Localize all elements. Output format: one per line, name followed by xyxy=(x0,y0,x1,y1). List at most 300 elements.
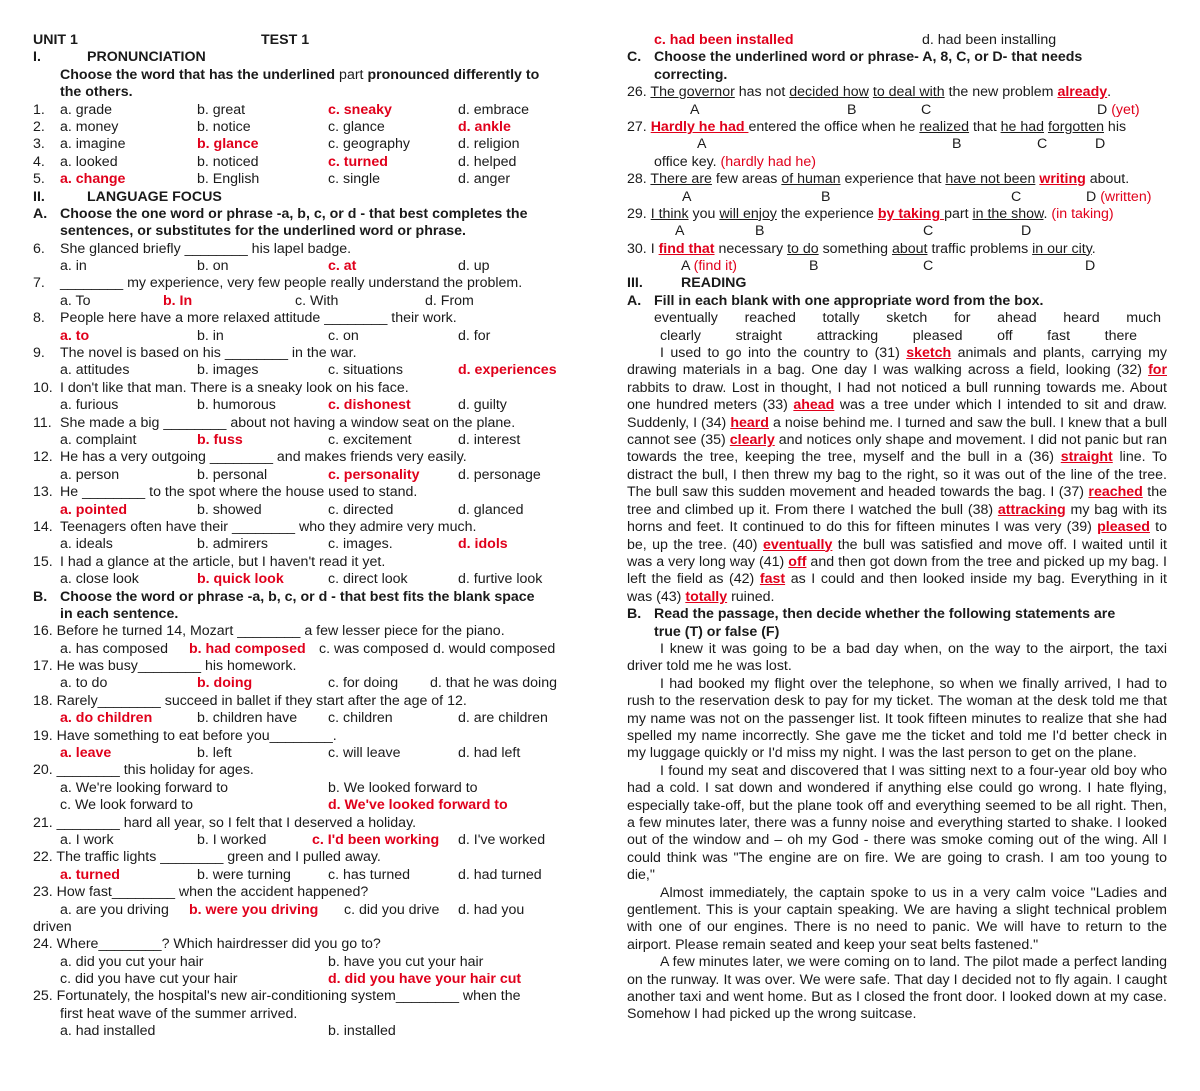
option-c: c. direct look xyxy=(328,571,408,588)
underlined-d: in the show xyxy=(972,205,1044,222)
passage-paragraph: I found my seat and discovered that I was sitting next to a four-year old boy who had a cold. I sat down and wondered if anything else could go wrong. I hate flying, especially take-off, but the plane took off and everything seemed to be all right. Then, a few minutes later, there was a funny noise and everything started to shake. I looked out of the window and – oh my God - there was smoke coming out of the wing. All I could think was "The engine are on fire. We are going to crash. I am too young to die," xyxy=(627,762,1167,884)
passage-text: the bull was satisfied and move off. I waited until it was a very long way (41) xyxy=(627,536,1167,570)
option-d: d. glanced xyxy=(458,501,524,518)
option-c-answer: c. I'd been working xyxy=(312,831,440,848)
letters-27 xyxy=(627,136,1167,153)
option-b-answer: b. were you driving xyxy=(189,901,319,918)
options-row xyxy=(33,571,573,588)
underlined-b: to do xyxy=(787,240,819,257)
underlined-a-error: Hardly he had xyxy=(650,118,749,135)
question-row xyxy=(33,380,573,397)
letter-b: B xyxy=(821,188,831,205)
question-25: 25. Fortunately, the hospital's new air-conditioning system________ when the xyxy=(33,988,521,1005)
question-22: 22. The traffic lights ________ green and I pulled away. xyxy=(33,849,381,866)
filled-answer: totally xyxy=(685,588,728,605)
underlined-a: I think xyxy=(650,205,689,222)
question-row xyxy=(33,519,573,536)
option-a: a. has composed xyxy=(60,640,169,657)
filled-answer: attracking xyxy=(997,501,1066,518)
option-c: c. will leave xyxy=(328,745,401,762)
correction: (in taking) xyxy=(1051,205,1114,222)
question-21: 21. ________ hard all year, so I felt that I deserved a holiday. xyxy=(33,814,417,831)
option-b: b. notice xyxy=(197,118,251,135)
correction: (written) xyxy=(1100,188,1152,205)
option-d: d. helped xyxy=(458,153,517,170)
question-row xyxy=(33,310,573,327)
filled-answer: eventually xyxy=(762,536,833,553)
letter-a: A xyxy=(690,101,700,118)
text: necessary xyxy=(714,240,788,257)
text: the experience xyxy=(776,205,878,222)
passage-text: as I could and then looked inside my bag. Everything in it was (43) xyxy=(627,571,1167,605)
options-row xyxy=(33,328,573,345)
instruction-a-2: sentences, or substitutes for the underlined word or phrase. xyxy=(60,223,466,240)
option-a: a. to do xyxy=(60,675,108,692)
passage-text: the tree and climbed up it. From there I watched the bull (38) xyxy=(627,484,1167,518)
question-20: 20. ________ this holiday for ages. xyxy=(33,762,254,779)
error-question-29 xyxy=(627,206,1167,223)
underlined-c: about xyxy=(891,240,928,257)
instruction-b xyxy=(33,589,573,606)
option-a: a. furious xyxy=(60,397,119,414)
option-c-answer: c. turned xyxy=(328,153,388,170)
reading-passage-a xyxy=(627,345,1167,606)
option-a: a. money xyxy=(60,118,119,135)
option-a: a. ideals xyxy=(60,536,113,553)
option-c: c. was composed xyxy=(319,640,429,657)
instruction-reading-b xyxy=(627,606,1167,623)
question-16: 16. Before he turned 14, Mozart ________ a few lesser piece for the piano. xyxy=(33,623,505,640)
question-text: ________ my experience, very few people really understand the problem. xyxy=(60,275,523,292)
option-d: d. had turned xyxy=(458,866,542,883)
option-d: d. personage xyxy=(458,466,541,483)
option-b: b. installed xyxy=(328,1023,396,1040)
option-a-answer: a. to xyxy=(60,327,90,344)
options-21 xyxy=(33,832,573,849)
instruction-text: part xyxy=(335,66,368,83)
question-number: 28. xyxy=(627,171,647,188)
option-b: b. children have xyxy=(197,710,298,727)
option-b: b. noticed xyxy=(197,153,259,170)
correction: (find it) xyxy=(693,258,737,275)
filled-answer: reached xyxy=(1088,484,1143,501)
question-number: 30. xyxy=(627,240,647,257)
word-box-item: off xyxy=(997,327,1013,344)
option-b-answer: b. fuss xyxy=(197,431,243,448)
question-row xyxy=(33,154,573,171)
instruction-pronunciation-2: the others. xyxy=(60,84,133,101)
text: . xyxy=(1107,84,1112,101)
option-c-answer: c. at xyxy=(328,258,357,275)
option-d: d. that he was doing xyxy=(430,675,557,692)
filled-answer: off xyxy=(788,553,807,570)
option-c: c. We look forward to xyxy=(60,797,193,814)
passage-text: and then got down from the tree and picked up my bag. I left the field as (42) xyxy=(627,553,1167,588)
text: his xyxy=(1103,118,1127,135)
word-box-item: there xyxy=(1104,327,1137,344)
letter: A xyxy=(681,258,690,275)
text: office key. xyxy=(654,153,717,170)
option-c: c. has turned xyxy=(328,866,411,883)
section-number: II. xyxy=(33,188,45,205)
options-16 xyxy=(33,641,573,658)
error-27-cont xyxy=(627,154,1167,171)
option-a: a. did you cut your hair xyxy=(60,953,204,970)
option-b: b. on xyxy=(197,258,229,275)
option-d: d. religion xyxy=(458,136,520,153)
option-c: c. images. xyxy=(328,536,393,553)
options-row xyxy=(33,258,573,275)
option-a: a. close look xyxy=(60,571,139,588)
question-text: People here have a more relaxed attitude ________ their work. xyxy=(60,310,457,327)
option-b: b. left xyxy=(197,745,232,762)
option-d: d. guilty xyxy=(458,397,507,414)
option-d-answer: d. did you have your hair cut xyxy=(328,971,522,988)
question-row xyxy=(33,136,573,153)
letter-a: A xyxy=(682,188,692,205)
instruction-reading-b-2: true (T) or false (F) xyxy=(654,623,780,640)
filled-answer: straight xyxy=(1060,449,1113,466)
letters-26 xyxy=(627,102,1167,119)
options-23 xyxy=(33,902,573,919)
letter-c: C xyxy=(1037,136,1048,153)
section-number: III. xyxy=(627,275,643,292)
passage-text: my bag with its horns and feet. It continued to do this for fifteen minutes I was very (39) xyxy=(627,501,1167,536)
options-row xyxy=(33,432,573,449)
language-focus-b-questions xyxy=(33,623,573,1040)
option-c: c. single xyxy=(328,171,381,188)
options-row xyxy=(33,362,573,379)
option-d: d. anger xyxy=(458,171,511,188)
option-b: b. humorous xyxy=(197,397,276,414)
error-question-26 xyxy=(627,84,1167,101)
letter-a: A xyxy=(697,136,707,153)
options-24a xyxy=(33,954,573,971)
text: entered the office when he xyxy=(748,118,920,135)
passage-paragraph: A few minutes later, we were coming on to land. The pilot made a perfect landing on the runway. It was over. We were safe. That day I decided not to fly again. I caught another taxi and went home. But as I closed the front door. I looked down at my case. Somehow I had picked up the wrong suitcase. xyxy=(627,954,1167,1023)
question-number: 10. xyxy=(33,379,53,396)
letter-c: C xyxy=(921,101,932,118)
question-text: The novel is based on his ________ in the war. xyxy=(60,345,357,362)
question-text: I had a glance at the article, but I haven't read it yet. xyxy=(60,553,386,570)
question-row xyxy=(33,415,573,432)
option-c-answer: c. sneaky xyxy=(328,101,392,118)
underlined-c-error: by taking xyxy=(877,205,945,222)
error-question-30 xyxy=(627,241,1167,258)
underlined-b: decided how xyxy=(789,84,869,101)
letter: D xyxy=(1097,101,1108,118)
options-row xyxy=(33,467,573,484)
option-a: a. complaint xyxy=(60,431,137,448)
option-a-answer: a. turned xyxy=(60,866,120,883)
passage-text: was a tree under which I intended to sit and draw. Suddenly, I (34) xyxy=(627,397,1167,431)
option-d: d. had you xyxy=(458,901,525,918)
passage-text: to be, up the tree. (40) xyxy=(627,519,1167,553)
instruction-a xyxy=(33,206,573,223)
letter-b: B xyxy=(755,223,765,240)
question-24: 24. Where________? Which hairdresser did you go to? xyxy=(33,936,381,953)
underlined-c: to deal with xyxy=(872,84,945,101)
word-box-row-1 xyxy=(627,310,1167,327)
letters-30 xyxy=(627,258,1167,275)
option-a: a. attitudes xyxy=(60,362,130,379)
question-23: 23. How fast________ when the accident happened? xyxy=(33,884,369,901)
option-d-answer: d. We've looked forward to xyxy=(328,797,508,814)
option-d: d. interest xyxy=(458,431,521,448)
option-c: c. did you have cut your hair xyxy=(60,971,238,988)
letters-29 xyxy=(627,223,1167,240)
question-row xyxy=(33,449,573,466)
word-box-item: for xyxy=(953,310,971,327)
option-d: d. had left xyxy=(458,745,521,762)
question-25-cont: first heat wave of the summer arrived. xyxy=(60,1005,298,1022)
question-number: 7. xyxy=(33,275,45,292)
option-c: c. excitement xyxy=(328,431,412,448)
left-column xyxy=(33,32,573,1041)
letter-d: D xyxy=(1085,258,1096,275)
letter-d xyxy=(1086,189,1151,206)
word-box-item: totally xyxy=(822,310,860,327)
passage-text: ruined. xyxy=(727,588,775,605)
section-pronunciation xyxy=(33,49,573,66)
question-text: Teenagers often have their ________ who they admire very much. xyxy=(60,518,477,535)
underlined-d-error: already xyxy=(1057,84,1108,101)
question-number: 27. xyxy=(627,118,647,135)
question-number: 26. xyxy=(627,84,647,101)
option-b: b. great xyxy=(197,101,246,118)
instruction-text: Choose the underlined word or phrase- A, 8, C, or D- that needs xyxy=(654,49,1083,66)
text: . xyxy=(1043,205,1052,222)
question-number: 9. xyxy=(33,345,45,362)
option-a: a. To xyxy=(60,292,91,309)
letter-a xyxy=(681,258,737,275)
filled-answer: heard xyxy=(730,414,769,431)
option-c-answer: c. personality xyxy=(328,466,420,483)
underlined-b: of human xyxy=(781,171,841,188)
options-19 xyxy=(33,745,573,762)
question-17: 17. He was busy________ his homework. xyxy=(33,658,297,675)
section-reading xyxy=(627,275,1167,292)
passage-paragraph: I had booked my flight over the telephone, so when we finally arrived, I had to rush to the reservation desk to pay for my ticket. The woman at the desk told me that my name was not on the passenger list. It took fifteen minutes to realize that she had spelled my name incorrectly. She gave me the ticket and told me I'd better check in my luggage quickly or I'd miss my night. I was the last person to get on the plane. xyxy=(627,675,1167,762)
question-text: She made a big ________ about not having a window seat on the plane. xyxy=(60,414,516,431)
word-box-item: clearly xyxy=(660,327,701,344)
option-d: d. I've worked xyxy=(458,831,546,848)
word-box-item: reached xyxy=(744,310,796,327)
option-b-answer: b. had composed xyxy=(189,640,306,657)
question-number: 14. xyxy=(33,518,53,535)
question-number: 12. xyxy=(33,449,53,466)
letter-b: B xyxy=(952,136,962,153)
letter-d: D xyxy=(1021,223,1032,240)
question-text: He ________ to the spot where the house used to stand. xyxy=(60,484,418,501)
question-row xyxy=(33,554,573,571)
option-c-answer: c. had been installed xyxy=(654,32,794,48)
question-19: 19. Have something to eat before you________. xyxy=(33,727,337,744)
letter-d: D xyxy=(1095,136,1106,153)
option-a-answer: a. change xyxy=(60,171,126,188)
right-column xyxy=(627,32,1167,1024)
instruction-pronunciation xyxy=(33,67,573,84)
text: has not xyxy=(734,84,790,101)
letters-28 xyxy=(627,189,1167,206)
question-number: 13. xyxy=(33,484,53,501)
option-c: c. on xyxy=(328,327,359,344)
instruction-text: Choose the one word or phrase -a, b, c, or d - that best completes the xyxy=(60,205,528,222)
text: . xyxy=(1091,240,1096,257)
option-c: c. children xyxy=(328,710,393,727)
letter-a: A xyxy=(675,223,685,240)
option-b-answer: b. In xyxy=(163,292,193,309)
option-c: c. geography xyxy=(328,136,411,153)
word-box-row-2 xyxy=(627,328,1167,345)
option-d-answer: d. experiences xyxy=(458,362,557,379)
options-18 xyxy=(33,710,573,727)
text: I xyxy=(650,240,659,257)
instruction-text: Fill in each blank with one appropriate word from the box. xyxy=(654,292,1044,309)
underlined-d: forgotten xyxy=(1047,118,1104,135)
option-b: b. admirers xyxy=(197,536,268,553)
passage-text: a noise behind me. I turned and saw the bull. I knew that a bull cannot see (35) xyxy=(627,414,1167,449)
option-a: a. imagine xyxy=(60,136,126,153)
underlined-d: in our city xyxy=(1032,240,1092,257)
option-b-answer: b. glance xyxy=(197,136,259,153)
option-d: d. From xyxy=(425,292,474,309)
correction: (hardly had he) xyxy=(720,153,816,170)
options-24b xyxy=(33,971,573,988)
question-row xyxy=(33,484,573,501)
question-number: 4. xyxy=(33,153,45,170)
text: traffic problems xyxy=(927,240,1033,257)
letter: D xyxy=(1086,188,1097,205)
error-question-27 xyxy=(627,119,1167,136)
option-c: c. situations xyxy=(328,362,403,379)
question-number: 11. xyxy=(33,414,52,431)
word-box-item: straight xyxy=(735,327,783,344)
option-a: a. I work xyxy=(60,831,114,848)
options-17 xyxy=(33,675,573,692)
question-row xyxy=(33,241,573,258)
test-label: TEST 1 xyxy=(261,32,310,48)
error-question-28 xyxy=(627,171,1167,188)
word-box-item: much xyxy=(1126,310,1161,327)
option-b: b. were turning xyxy=(197,866,291,883)
option-c: c. With xyxy=(295,292,339,309)
subsection-letter: B. xyxy=(627,606,642,623)
correction: (yet) xyxy=(1111,101,1140,118)
letter-d xyxy=(1097,102,1140,119)
option-b: b. images xyxy=(197,362,259,379)
option-b: b. have you cut your hair xyxy=(328,953,484,970)
header-line xyxy=(33,32,573,49)
pronunciation-questions xyxy=(33,102,573,189)
instruction-text: Choose the word or phrase -a, b, c, or d - that best fits the blank space xyxy=(60,588,535,605)
option-b: b. showed xyxy=(197,501,262,518)
option-b-answer: b. quick look xyxy=(197,571,284,588)
letter-c: C xyxy=(923,258,934,275)
filled-answer: fast xyxy=(759,571,786,588)
underlined-c: have not been xyxy=(945,171,1036,188)
reading-passage-b xyxy=(627,641,1167,1024)
question-row xyxy=(33,171,573,188)
options-row xyxy=(33,502,573,519)
instruction-text: Read the passage, then decide whether the following statements are xyxy=(654,606,1116,623)
section-title: PRONUNCIATION xyxy=(87,49,206,66)
option-a: a. are you driving xyxy=(60,901,169,918)
option-a: a. in xyxy=(60,258,87,275)
text: part xyxy=(944,205,973,222)
options-25a xyxy=(33,1023,573,1040)
question-number: 1. xyxy=(33,101,45,118)
passage-paragraph: I knew it was going to be a bad day when, on the way to the airport, the taxi driver told me he was lost. xyxy=(627,640,1167,675)
option-a-answer: a. do children xyxy=(60,710,153,727)
options-20a xyxy=(33,780,573,797)
options-20b xyxy=(33,797,573,814)
option-a-answer: a. pointed xyxy=(60,501,127,518)
question-row xyxy=(33,102,573,119)
question-number: 15. xyxy=(33,553,53,570)
text: something xyxy=(818,240,892,257)
option-b: b. English xyxy=(197,171,260,188)
question-number: 29. xyxy=(627,205,647,222)
options-22 xyxy=(33,867,573,884)
instruction-c-2: correcting. xyxy=(654,66,728,83)
option-c: c. glance xyxy=(328,118,385,135)
text: about. xyxy=(1085,171,1130,188)
passage-text: I used to go into the country to (31) xyxy=(660,345,907,362)
filled-answer: for xyxy=(1148,362,1167,379)
option-d-answer: d. idols xyxy=(458,536,508,553)
options-row xyxy=(33,397,573,414)
option-a: a. looked xyxy=(60,153,118,170)
question-text: He has a very outgoing ________ and makes friends very easily. xyxy=(60,449,467,466)
option-a: a. had installed xyxy=(60,1023,156,1040)
option-b-answer: b. doing xyxy=(197,675,253,692)
underlined-d-error: writing xyxy=(1039,171,1086,188)
underlined-a: There are xyxy=(650,171,712,188)
subsection-letter: A. xyxy=(33,205,48,222)
instruction-b-2: in each sentence. xyxy=(60,605,179,622)
underlined-b: realized xyxy=(919,118,970,135)
subsection-letter: B. xyxy=(33,588,48,605)
letter-c: C xyxy=(923,223,934,240)
subsection-letter: A. xyxy=(627,292,642,309)
question-text: She glanced briefly ________ his lapel badge. xyxy=(60,240,352,257)
question-row xyxy=(33,119,573,136)
subsection-letter: C. xyxy=(627,49,642,66)
option-c: c. did you drive xyxy=(344,901,440,918)
text: you xyxy=(688,205,720,222)
option-d: d. had been installing xyxy=(922,32,1057,48)
option-b: b. I worked xyxy=(197,831,267,848)
word-box-item: pleased xyxy=(912,327,963,344)
option-d: d. furtive look xyxy=(458,571,543,588)
options-23-cont: driven xyxy=(33,918,72,935)
question-number: 6. xyxy=(33,240,45,257)
word-box-item: attracking xyxy=(816,327,879,344)
section-title: LANGUAGE FOCUS xyxy=(87,188,222,205)
instruction-text: Choose the word that has the underlined xyxy=(60,66,336,83)
options-row xyxy=(33,536,573,553)
text: the new problem xyxy=(944,84,1058,101)
word-box-item: eventually xyxy=(654,310,718,327)
text: that xyxy=(969,118,1001,135)
passage-text: and notices only shape and movement. I did not panic but ran towards the tree, keeping the tree, myself and the bull in a (36) xyxy=(627,432,1167,466)
option-c-answer: c. dishonest xyxy=(328,397,411,414)
filled-answer: sketch xyxy=(906,345,952,362)
filled-answer: pleased xyxy=(1097,519,1150,536)
text: few areas xyxy=(711,171,782,188)
passage-paragraph: Almost immediately, the captain spoke to us in a very calm voice "Ladies and gentlement. This is your captain speaking. We are having a slight technical problem with one of our engines. There is no need to panic. We will have to return to the airport. Please remain seated and keep your seat belts fastened." xyxy=(627,884,1167,953)
